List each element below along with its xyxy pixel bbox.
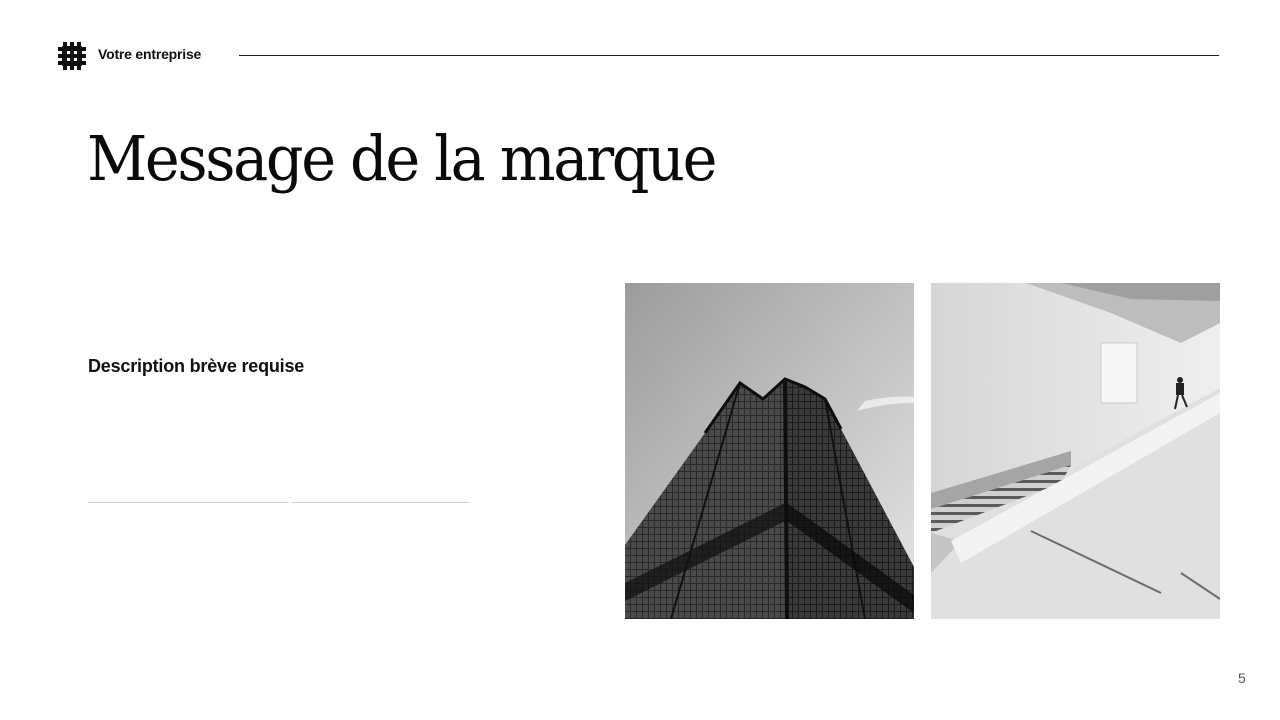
skyscraper-photo	[625, 283, 914, 619]
company-logo-icon	[58, 42, 86, 70]
placeholder-line	[292, 502, 469, 503]
placeholder-line	[88, 502, 288, 503]
company-name: Votre entreprise	[98, 46, 202, 62]
slide-title: Message de la marque	[87, 122, 716, 195]
header-divider	[239, 55, 1219, 56]
slide-description: Description brève requise	[88, 356, 305, 376]
page-number: 5	[1238, 670, 1246, 686]
staircase-photo	[931, 283, 1220, 619]
